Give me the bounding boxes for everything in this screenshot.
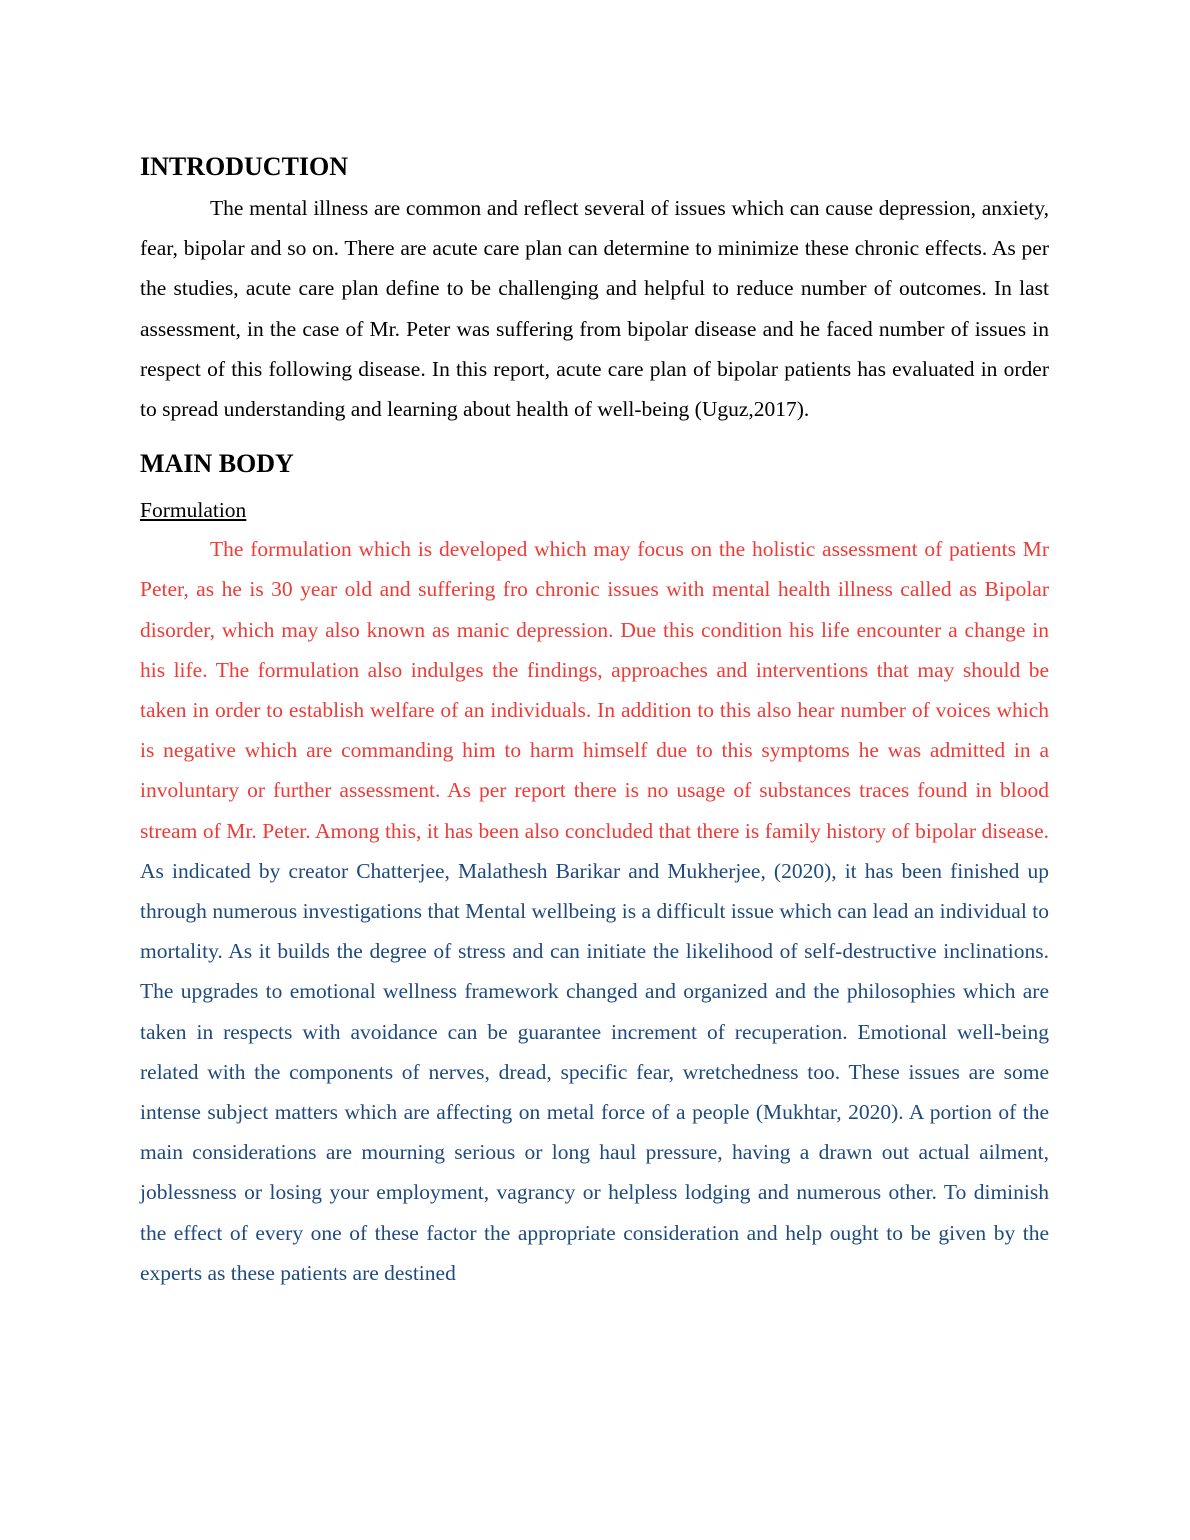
document-page [140,150,1049,1293]
formulation-subheading: Formulation [140,498,247,523]
introduction-paragraph: The mental illness are common and reflect several of issues which can cause depression, anxiety, fear, bipolar and so on. There are acute care plan can determine to minimize these chronic effects. As per the studies, acute care plan define to be challenging and helpful to reduce number of outcomes. In last assessment, in the case of Mr. Peter was suffering from bipolar disease and he faced number of issues in respect of this following disease. In this report, acute care plan of bipolar patients has evaluated in order to spread understanding and learning about health of well-being (Uguz,2017). [140,196,1049,422]
formulation-paragraph [140,529,1049,1293]
formulation-red-text: The formulation which is developed which may focus on the holistic assessment of patients Mr Peter, as he is 30 year old and suffering fro chronic issues with mental health illness called as Bipolar disorder, which may also known as manic depression. Due this condition his life encounter a change in his life. The formulation also indulges the findings, approaches and interventions that may should be taken in order to establish welfare of an individuals. In addition to this also hear number of voices which is negative which are commanding him to harm himself due to this symptoms he was admitted in a involuntary or further assessment. As per report there is no usage of substances traces found in blood stream of Mr. Peter. Among this, it has been also concluded that there is family history of bipolar disease. [140,537,1049,843]
main-body-heading: MAIN BODY [140,449,294,479]
formulation-blue-text: As indicated by creator Chatterjee, Malathesh Barikar and Mukherjee, (2020), it has been finished up through numerous investigations that Mental wellbeing is a difficult issue which can lead an individual to mortality. As it builds the degree of stress and can initiate the likelihood of self-destructive inclinations. The upgrades to emotional wellness framework changed and organized and the philosophies which are taken in respects with avoidance can be guarantee increment of recuperation. Emotional well-being related with the components of nerves, dread, specific fear, wretchedness too. These issues are some intense subject matters which are affecting on metal force of a people (Mukhtar, 2020). A portion of the main considerations are mourning serious or long haul pressure, having a drawn out actual ailment, joblessness or losing your employment, vagrancy or helpless lodging and numerous other. To diminish the effect of every one of these factor the appropriate consideration and help ought to be given by the experts as these patients are destined [140,858,1049,1285]
introduction-heading: INTRODUCTION [140,152,349,181]
